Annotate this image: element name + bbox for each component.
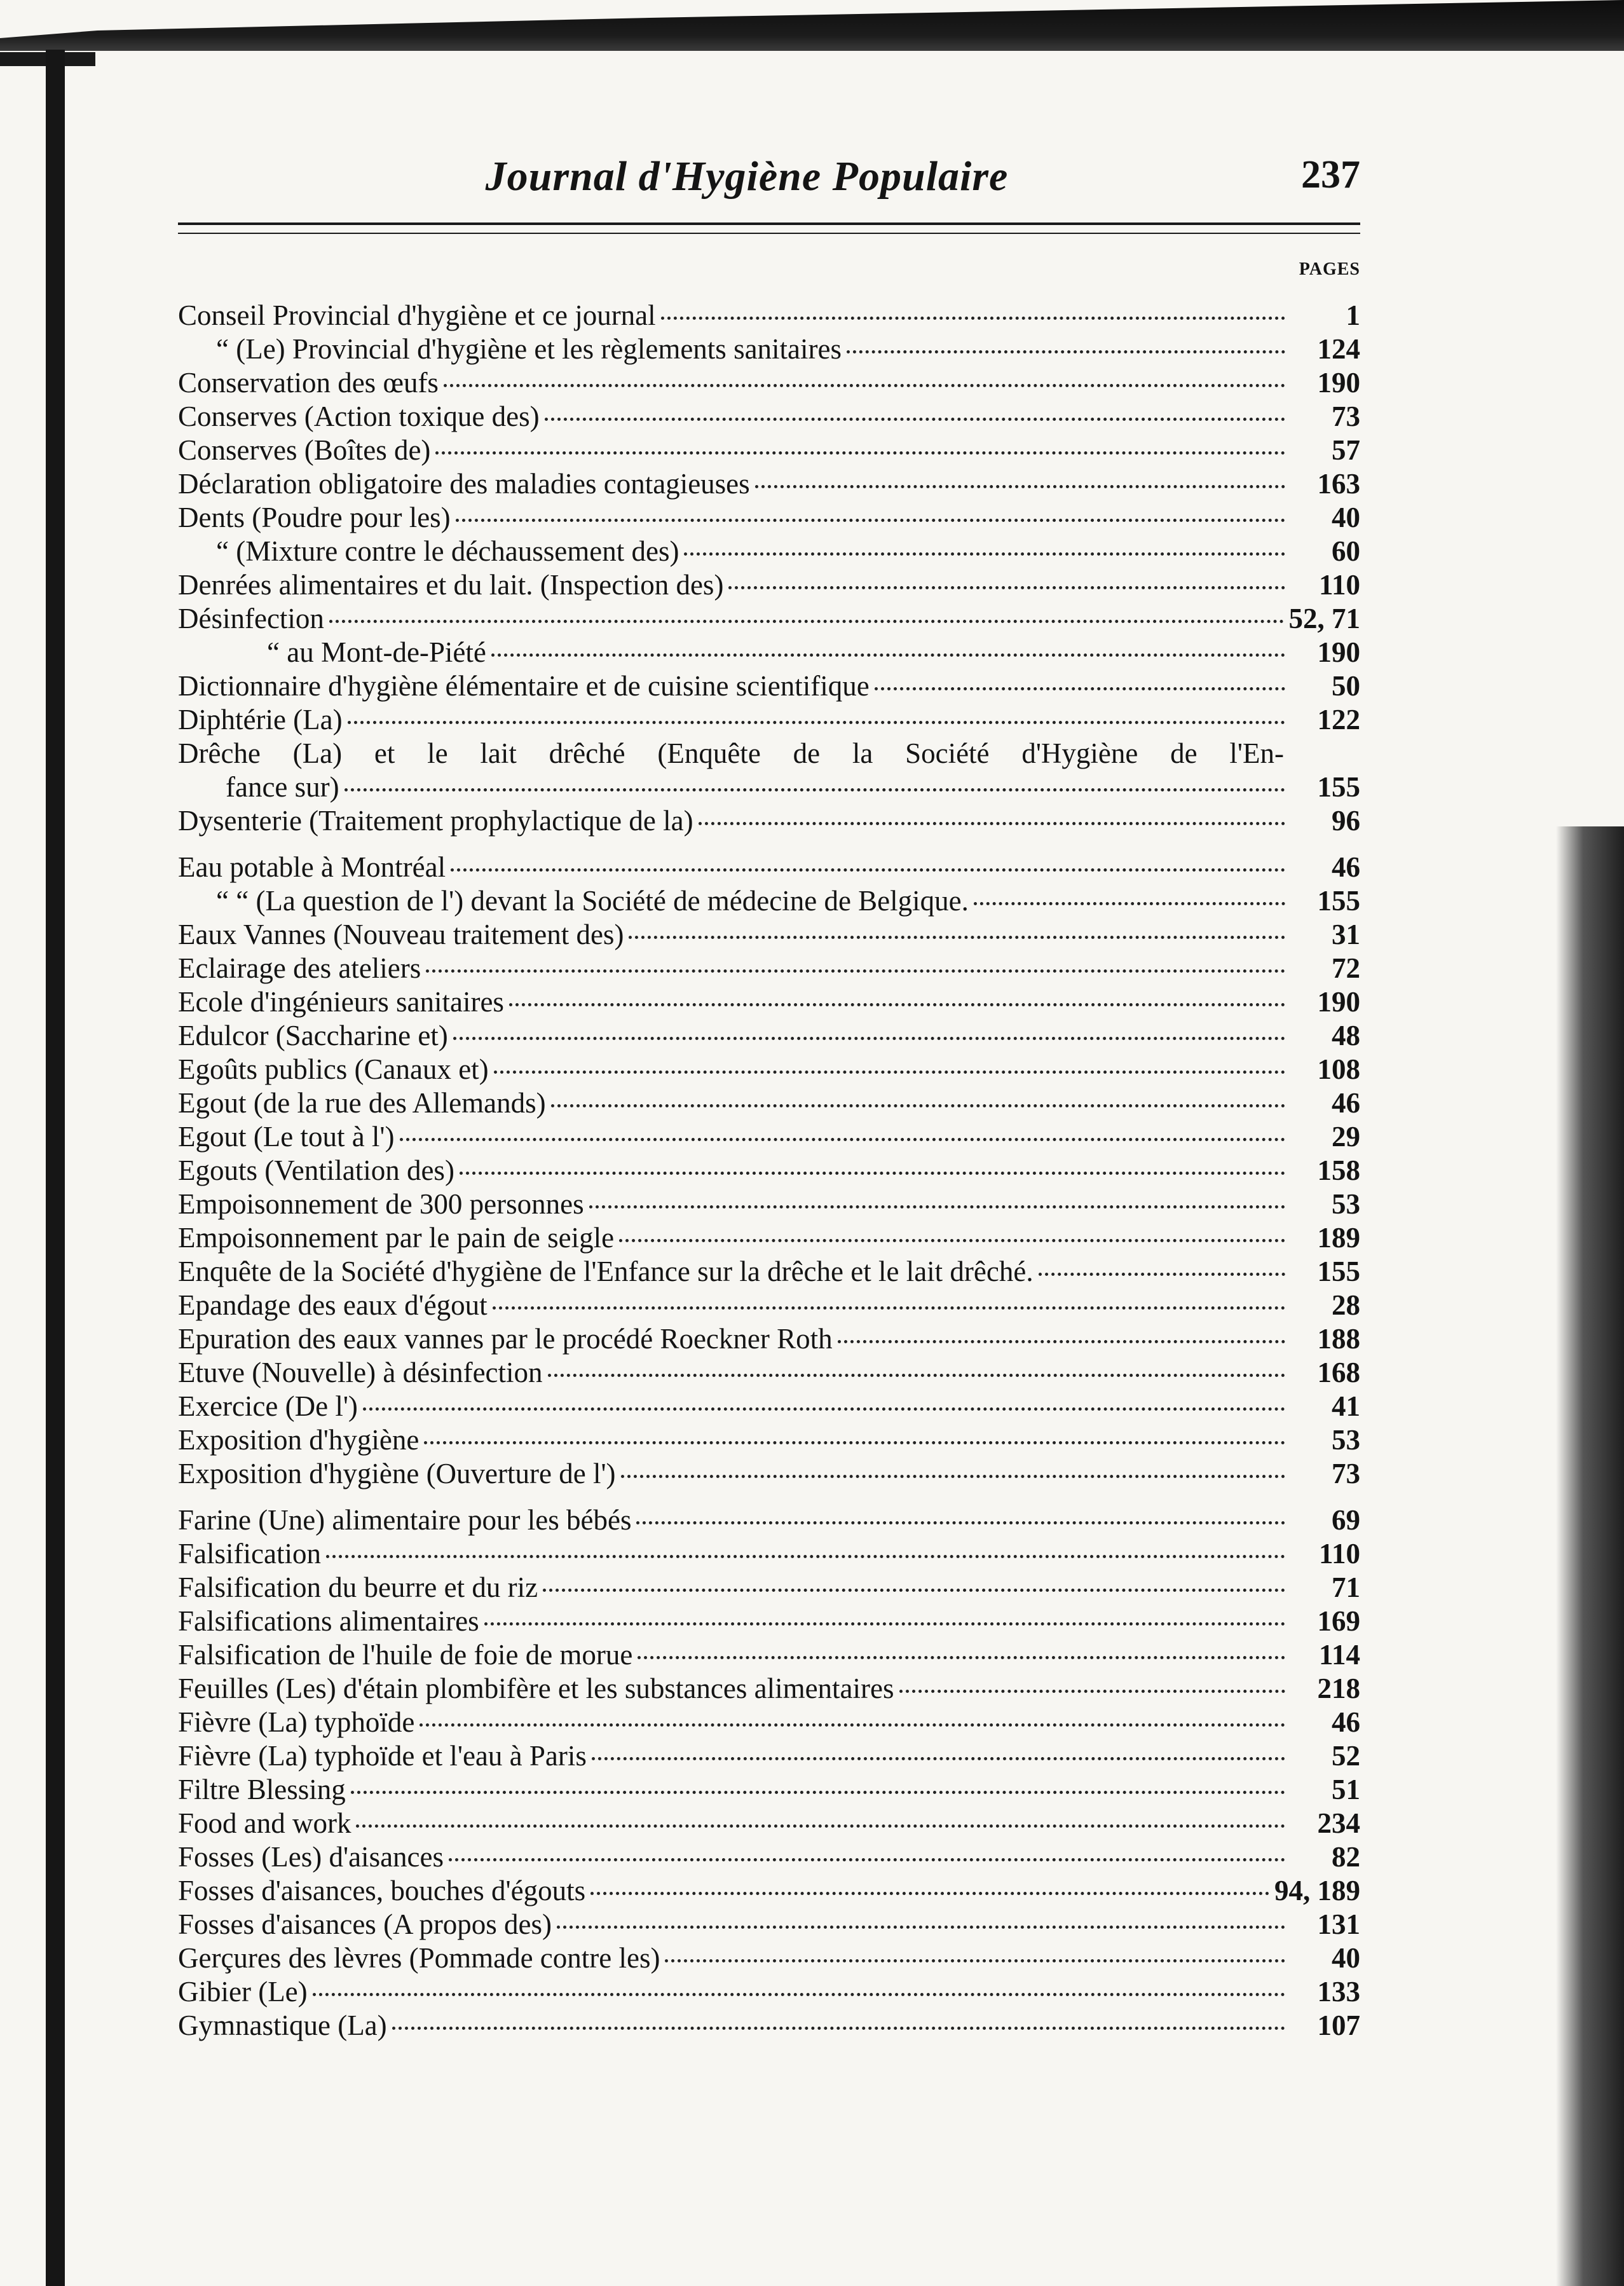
- dot-leader: [484, 1622, 1285, 1626]
- dot-leader: [491, 654, 1285, 657]
- entry-text: Empoisonnement par le pain de seigle: [178, 1222, 615, 1254]
- entry-text: Egouts (Ventilation des): [178, 1154, 454, 1186]
- index-entry: [178, 1053, 1360, 1086]
- header-rule-thick: [178, 222, 1360, 225]
- dot-leader: [551, 1104, 1285, 1107]
- entry-page-ref: 72: [1332, 952, 1360, 984]
- index-group: [178, 851, 1360, 1491]
- entry-page-ref: 1: [1346, 299, 1360, 331]
- entry-text: Falsification de l'huile de foie de morue: [178, 1639, 633, 1671]
- dot-leader: [684, 552, 1285, 556]
- entry-text: Conserves (Action toxique des): [178, 400, 540, 432]
- index-entry: [178, 1537, 1360, 1571]
- index-entry: [178, 851, 1360, 884]
- header-rule-thin: [178, 233, 1360, 234]
- entry-page-ref: 40: [1332, 1942, 1360, 1974]
- index-group: [178, 1503, 1360, 2043]
- entry-page-ref: 158: [1317, 1154, 1360, 1186]
- index-entry: [178, 434, 1360, 467]
- index-entry: [178, 602, 1360, 636]
- entry-text: Fosses d'aisances (A propos des): [178, 1908, 552, 1940]
- index-entry: [178, 1390, 1360, 1423]
- index-entry: [178, 1086, 1360, 1120]
- index-entry: [178, 1571, 1360, 1605]
- dot-leader: [974, 902, 1285, 905]
- entry-text: Conserves (Boîtes de): [178, 434, 431, 466]
- dot-leader: [329, 620, 1284, 623]
- entry-page-ref: 31: [1332, 919, 1360, 950]
- dot-leader: [313, 1993, 1285, 1996]
- scan-border-right: [1556, 826, 1624, 2286]
- dot-leader: [629, 936, 1285, 939]
- journal-title: Journal d'Hygiène Populaire: [485, 153, 1009, 200]
- entry-page-ref: 28: [1332, 1289, 1360, 1321]
- entry-page-ref: 190: [1317, 986, 1360, 1018]
- dot-leader: [449, 1858, 1285, 1861]
- index-entry: [178, 1120, 1360, 1154]
- dot-leader: [493, 1306, 1285, 1310]
- index-entry: [178, 400, 1360, 434]
- index-entry: [178, 1457, 1360, 1491]
- index-entry: [178, 703, 1360, 737]
- dot-leader: [638, 1656, 1285, 1659]
- entry-page-ref: 53: [1332, 1424, 1360, 1456]
- index-entry: [178, 299, 1360, 332]
- index-entry: [178, 1154, 1360, 1187]
- dot-leader: [728, 586, 1285, 589]
- index-entry: [178, 1908, 1360, 1941]
- entry-text: Exercice (De l'): [178, 1390, 358, 1422]
- entry-text: “ “ (La question de l') devant la Société de médecine de Belgique.: [216, 885, 969, 917]
- entry-text: Ecole d'ingénieurs sanitaires: [178, 986, 504, 1018]
- dot-leader: [545, 418, 1285, 421]
- index-entry: [178, 1605, 1360, 1638]
- page-number: 237: [1301, 153, 1360, 196]
- entry-continuation: [178, 770, 1360, 804]
- entry-text: Désinfection: [178, 603, 324, 634]
- entry-text: Edulcor (Saccharine et): [178, 1020, 448, 1051]
- dot-leader: [444, 384, 1285, 387]
- entry-page-ref: 73: [1332, 1458, 1360, 1489]
- index-entry: [178, 952, 1360, 985]
- entry-page-ref: 168: [1317, 1357, 1360, 1388]
- entry-text: Exposition d'hygiène: [178, 1424, 420, 1456]
- index-entry: [178, 332, 1360, 366]
- pages-column-label: PAGES: [1299, 259, 1360, 279]
- index-entry: [178, 1423, 1360, 1457]
- index-entry: [178, 1019, 1360, 1053]
- dot-leader: [351, 1791, 1285, 1794]
- entry-page-ref: 41: [1332, 1390, 1360, 1422]
- entry-page-ref: 71: [1332, 1571, 1360, 1603]
- entry-page-ref: 46: [1332, 851, 1360, 883]
- entry-page-ref: 188: [1317, 1323, 1360, 1355]
- entry-page-ref: 131: [1317, 1908, 1360, 1940]
- index-entry: [178, 918, 1360, 952]
- entry-text: Falsifications alimentaires: [178, 1605, 479, 1637]
- index-entry: [178, 1356, 1360, 1390]
- entry-text: “ (Mixture contre le déchaussement des): [216, 535, 679, 567]
- entry-text-line2: fance sur): [226, 771, 339, 803]
- index-entry: [178, 568, 1360, 602]
- dot-leader: [699, 822, 1285, 825]
- entry-page-ref: 124: [1317, 333, 1360, 365]
- dot-leader: [543, 1589, 1285, 1592]
- entry-text: Eaux Vannes (Nouveau traitement des): [178, 919, 624, 950]
- dot-leader: [456, 519, 1285, 522]
- entry-text: Egoûts publics (Canaux et): [178, 1053, 489, 1085]
- entry-text: Empoisonnement de 300 personnes: [178, 1188, 584, 1220]
- dot-leader: [755, 485, 1285, 488]
- entry-page-ref: 46: [1332, 1706, 1360, 1738]
- entry-text-line1: Drêche (La) et le lait drêché (Enquête de la Société d'Hygiène de l'En-: [178, 737, 1284, 769]
- entry-text: Epuration des eaux vannes par le procédé Roeckner Roth: [178, 1323, 833, 1355]
- dot-leader: [400, 1138, 1285, 1141]
- scan-border-left: [46, 50, 65, 2286]
- entry-page-ref: 155: [1317, 885, 1360, 917]
- entry-page-ref: 155: [1317, 1256, 1360, 1287]
- entry-text: Etuve (Nouvelle) à désinfection: [178, 1357, 543, 1388]
- entry-text: Falsification: [178, 1538, 321, 1570]
- index-entry: [178, 1221, 1360, 1255]
- entry-text: Fièvre (La) typhoïde: [178, 1706, 415, 1738]
- entry-page-ref: 52, 71: [1288, 603, 1360, 634]
- index-entry: [178, 1975, 1360, 2009]
- dot-leader: [875, 687, 1285, 690]
- entry-page-ref: 57: [1332, 434, 1360, 466]
- dot-leader: [847, 350, 1285, 353]
- index-entry: [178, 1289, 1360, 1322]
- dot-leader: [509, 1003, 1285, 1006]
- entry-text: Conservation des œufs: [178, 367, 439, 399]
- entry-text: Food and work: [178, 1807, 351, 1839]
- index-entry: [178, 1638, 1360, 1672]
- entry-text: Dysenterie (Traitement prophylactique de la): [178, 805, 693, 837]
- entry-text: Exposition d'hygiène (Ouverture de l'): [178, 1458, 616, 1489]
- entry-text: Eau potable à Montréal: [178, 851, 446, 883]
- dot-leader: [665, 1959, 1285, 1962]
- entry-text: Eclairage des ateliers: [178, 952, 421, 984]
- index-entry: [178, 737, 1360, 804]
- index-entry: [178, 884, 1360, 918]
- dot-leader: [1039, 1273, 1285, 1276]
- index-entry: [178, 985, 1360, 1019]
- entry-page-ref: 50: [1332, 670, 1360, 702]
- dot-leader: [548, 1374, 1285, 1377]
- index-entry: [178, 1739, 1360, 1773]
- entry-text: Egout (de la rue des Allemands): [178, 1087, 546, 1119]
- dot-leader: [592, 1757, 1285, 1760]
- index-entry: [178, 1503, 1360, 1537]
- entry-page-ref: 190: [1317, 367, 1360, 399]
- entry-page-ref: 155: [1317, 771, 1360, 803]
- entry-text: Fosses (Les) d'aisances: [178, 1841, 444, 1873]
- dot-leader: [494, 1071, 1285, 1074]
- entry-text: Fosses d'aisances, bouches d'égouts: [178, 1875, 586, 1906]
- entry-page-ref: 46: [1332, 1087, 1360, 1119]
- entry-page-ref: 133: [1317, 1976, 1360, 2008]
- entry-page-ref: 110: [1318, 1538, 1360, 1570]
- index-entry: [178, 1322, 1360, 1356]
- index-page: [178, 127, 1360, 2161]
- entry-page-ref: 48: [1332, 1020, 1360, 1051]
- entry-text: Feuilles (Les) d'étain plombifère et les substances alimentaires: [178, 1673, 894, 1704]
- entry-page-ref: 108: [1317, 1053, 1360, 1085]
- entry-text: “ (Le) Provincial d'hygiène et les règlements sanitaires: [216, 333, 842, 365]
- entry-text: “ au Mont-de-Piété: [267, 636, 486, 668]
- index-entry: [178, 1941, 1360, 1975]
- index-entry: [178, 366, 1360, 400]
- entry-page-ref: 163: [1317, 468, 1360, 500]
- index-entry: [178, 1672, 1360, 1706]
- entry-text: Egout (Le tout à l'): [178, 1121, 395, 1153]
- index-entry: [178, 1255, 1360, 1289]
- entry-page-ref: 189: [1317, 1222, 1360, 1254]
- dot-leader: [435, 451, 1285, 455]
- dot-leader: [899, 1690, 1286, 1693]
- entry-page-ref: 73: [1332, 400, 1360, 432]
- index-entry: [178, 1187, 1360, 1221]
- index-entry: [178, 669, 1360, 703]
- entry-text: Conseil Provincial d'hygiène et ce journal: [178, 299, 656, 331]
- entry-page-ref: 52: [1332, 1740, 1360, 1772]
- scan-border-top: [0, 0, 1624, 51]
- dot-leader: [345, 788, 1285, 791]
- dot-leader: [590, 1892, 1269, 1895]
- entry-text: Fièvre (La) typhoïde et l'eau à Paris: [178, 1740, 587, 1772]
- entry-text: Dictionnaire d'hygiène élémentaire et de cuisine scientifique: [178, 670, 870, 702]
- dot-leader: [426, 969, 1285, 973]
- entry-text: Farine (Une) alimentaire pour les bébés: [178, 1504, 632, 1536]
- entry-page-ref: 110: [1318, 569, 1360, 601]
- dot-leader: [453, 1037, 1285, 1040]
- dot-leader: [392, 2027, 1285, 2030]
- dot-leader: [451, 868, 1285, 872]
- dot-leader: [348, 721, 1285, 724]
- index-entry: [178, 1773, 1360, 1807]
- dot-leader: [460, 1172, 1285, 1175]
- entry-page-ref: 60: [1332, 535, 1360, 567]
- entry-page-ref: 122: [1317, 704, 1360, 736]
- entry-text: Gibier (Le): [178, 1976, 308, 2008]
- entry-page-ref: 82: [1332, 1841, 1360, 1873]
- entry-page-ref: 234: [1317, 1807, 1360, 1839]
- dot-leader: [838, 1340, 1285, 1343]
- index-entry: [178, 467, 1360, 501]
- index-entry: [178, 1840, 1360, 1874]
- index-entry: [178, 1874, 1360, 1908]
- dot-leader: [356, 1824, 1285, 1828]
- dot-leader: [420, 1723, 1285, 1727]
- dot-leader: [589, 1205, 1285, 1208]
- entry-page-ref: 94, 189: [1274, 1875, 1360, 1906]
- index-entry: [178, 535, 1360, 568]
- entry-text: Gerçures des lèvres (Pommade contre les): [178, 1942, 660, 1974]
- entry-page-ref: 114: [1318, 1639, 1360, 1671]
- index-list: [178, 299, 1360, 2043]
- entry-page-ref: 51: [1332, 1774, 1360, 1805]
- index-entry: [178, 501, 1360, 535]
- dot-leader: [557, 1926, 1285, 1929]
- entry-text: Falsification du beurre et du riz: [178, 1571, 538, 1603]
- entry-page-ref: 53: [1332, 1188, 1360, 1220]
- entry-text: Diphtérie (La): [178, 704, 343, 736]
- dot-leader: [621, 1475, 1285, 1478]
- dot-leader: [326, 1555, 1285, 1558]
- entry-page-ref: 29: [1332, 1121, 1360, 1153]
- entry-page-ref: 218: [1317, 1673, 1360, 1704]
- index-group: [178, 299, 1360, 838]
- entry-page-ref: 96: [1332, 805, 1360, 837]
- entry-page-ref: 190: [1317, 636, 1360, 668]
- entry-page-ref: 40: [1332, 502, 1360, 533]
- dot-leader: [661, 317, 1285, 320]
- entry-page-ref: 169: [1317, 1605, 1360, 1637]
- dot-leader: [363, 1407, 1285, 1411]
- entry-text: Dents (Poudre pour les): [178, 502, 451, 533]
- entry-page-ref: 69: [1332, 1504, 1360, 1536]
- index-entry: [178, 1807, 1360, 1840]
- entry-text: Déclaration obligatoire des maladies contagieuses: [178, 468, 750, 500]
- entry-page-ref: 107: [1317, 2009, 1360, 2041]
- index-entry: [178, 636, 1360, 669]
- index-entry: [178, 2009, 1360, 2043]
- dot-leader: [619, 1239, 1285, 1242]
- entry-text: Gymnastique (La): [178, 2009, 387, 2041]
- index-entry: [178, 1706, 1360, 1739]
- dot-leader: [636, 1521, 1285, 1524]
- entry-text: Epandage des eaux d'égout: [178, 1289, 488, 1321]
- entry-text: Enquête de la Société d'hygiène de l'Enfance sur la drêche et le lait drêché.: [178, 1256, 1034, 1287]
- entry-text: Denrées alimentaires et du lait. (Inspection des): [178, 569, 724, 601]
- running-head: [178, 153, 1360, 210]
- dot-leader: [424, 1441, 1285, 1444]
- entry-text: Filtre Blessing: [178, 1774, 346, 1805]
- index-entry: [178, 804, 1360, 838]
